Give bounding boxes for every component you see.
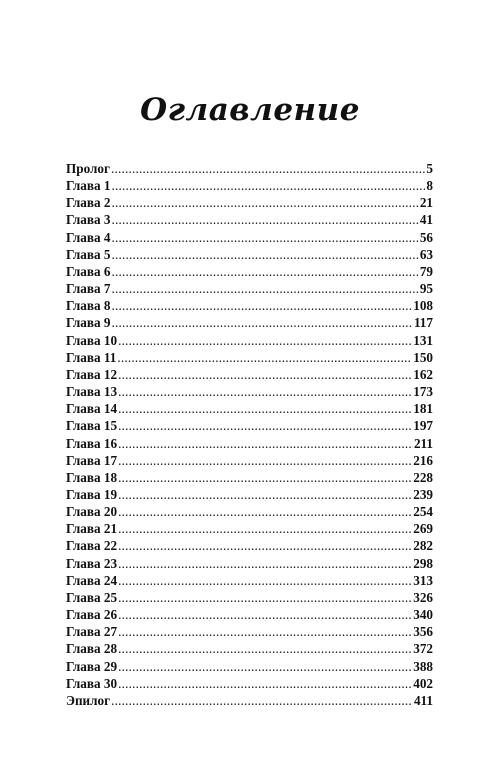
- toc-entry-page-number: 173: [413, 384, 433, 400]
- dot-leader: [112, 297, 413, 314]
- dot-leader: [118, 383, 412, 400]
- toc-entry-page-number: 21: [419, 195, 433, 211]
- toc-entry-label: Глава 18: [66, 469, 118, 485]
- dot-leader: [118, 366, 412, 383]
- dot-leader: [112, 314, 413, 331]
- dot-leader: [112, 229, 419, 246]
- toc-entry-page-number: 254: [413, 504, 433, 520]
- toc-entry-page-number: 326: [413, 589, 433, 605]
- toc-entry[interactable]: [66, 486, 433, 503]
- toc-entry-page-number: 41: [419, 212, 433, 228]
- toc-entry-label: Пролог: [66, 161, 110, 176]
- toc-entry-page-number: 282: [413, 538, 433, 554]
- dot-leader: [118, 640, 412, 657]
- toc-entry[interactable]: [66, 435, 433, 452]
- dot-leader: [112, 177, 426, 194]
- toc-entry-page-number: 56: [419, 229, 433, 245]
- dot-leader: [118, 469, 412, 486]
- toc-entry-page-number: 117: [413, 315, 433, 331]
- toc-entry[interactable]: [66, 229, 433, 246]
- toc-entry-page-number: 269: [413, 521, 433, 537]
- dot-leader: [111, 692, 413, 709]
- dot-leader: [118, 675, 412, 692]
- toc-entry-label: Глава 17: [66, 452, 118, 468]
- toc-entry-label: Глава 15: [66, 418, 118, 434]
- toc-entry[interactable]: [66, 263, 433, 280]
- toc-entry[interactable]: [66, 520, 433, 537]
- toc-entry-label: Глава 29: [66, 658, 118, 674]
- toc-entry[interactable]: [66, 623, 433, 640]
- toc-entry-page-number: 402: [413, 675, 433, 691]
- dot-leader: [118, 658, 412, 675]
- toc-entry-page-number: 5: [426, 161, 433, 176]
- toc-entry-page-number: 298: [413, 555, 433, 571]
- toc-entry-label: Глава 1: [66, 178, 111, 194]
- toc-entry-page-number: 181: [413, 401, 433, 417]
- toc-entry-label: Глава 28: [66, 641, 118, 657]
- toc-entry-page-number: 239: [413, 486, 433, 502]
- toc-entry-page-number: 8: [426, 178, 433, 194]
- toc-entry-label: Глава 24: [66, 572, 118, 588]
- toc-entry-page-number: 356: [413, 624, 433, 640]
- toc-entry[interactable]: [66, 194, 433, 211]
- toc-entry[interactable]: [66, 640, 433, 657]
- toc-entry[interactable]: [66, 417, 433, 434]
- toc-entry-label: Глава 9: [66, 315, 111, 331]
- toc-entry[interactable]: [66, 572, 433, 589]
- dot-leader: [118, 332, 412, 349]
- dot-leader: [112, 194, 419, 211]
- dot-leader: [118, 555, 412, 572]
- dot-leader: [112, 246, 419, 263]
- dot-leader: [112, 280, 419, 297]
- toc-entry[interactable]: [66, 297, 433, 314]
- dot-leader: [111, 160, 425, 177]
- toc-entry-label: Глава 19: [66, 486, 118, 502]
- toc-entry[interactable]: [66, 606, 433, 623]
- toc-entry[interactable]: [66, 383, 433, 400]
- toc-entry[interactable]: [66, 246, 433, 263]
- dot-leader: [118, 572, 412, 589]
- toc-entry-label: Глава 6: [66, 263, 111, 279]
- toc-entry-page-number: 340: [413, 607, 433, 623]
- toc-entry-page-number: 388: [413, 658, 433, 674]
- toc-entry[interactable]: [66, 675, 433, 692]
- toc-entry[interactable]: [66, 658, 433, 675]
- toc-entry[interactable]: [66, 314, 433, 331]
- page-title: Оглавление: [140, 92, 360, 128]
- toc-entry-label: Глава 8: [66, 298, 111, 314]
- toc-entry[interactable]: [66, 211, 433, 228]
- toc-entry[interactable]: [66, 400, 433, 417]
- toc-entry-label: Глава 26: [66, 607, 118, 623]
- toc-entry-label: Глава 21: [66, 521, 118, 537]
- toc-entry[interactable]: [66, 589, 433, 606]
- toc-entry-label: Глава 2: [66, 195, 111, 211]
- toc-entry-label: Эпилог: [66, 692, 111, 708]
- dot-leader: [118, 435, 413, 452]
- toc-entry-page-number: 79: [419, 263, 433, 279]
- toc-entry-label: Глава 7: [66, 281, 111, 297]
- dot-leader: [118, 623, 412, 640]
- toc-entry[interactable]: [66, 537, 433, 554]
- toc-entry[interactable]: [66, 366, 433, 383]
- toc-entry-label: Глава 23: [66, 555, 118, 571]
- toc-entry[interactable]: [66, 469, 433, 486]
- dot-leader: [112, 211, 419, 228]
- dot-leader: [118, 503, 412, 520]
- toc-entry[interactable]: [66, 160, 433, 177]
- dot-leader: [118, 520, 412, 537]
- toc-entry-page-number: 108: [413, 298, 433, 314]
- dot-leader: [117, 349, 412, 366]
- toc-entry[interactable]: [66, 692, 433, 709]
- toc-entry-page-number: 131: [413, 332, 433, 348]
- toc-entry-label: Глава 11: [66, 349, 117, 365]
- toc-entry-page-number: 313: [413, 572, 433, 588]
- toc-entry[interactable]: [66, 555, 433, 572]
- toc-entry-label: Глава 3: [66, 212, 111, 228]
- dot-leader: [118, 589, 412, 606]
- toc-entry-label: Глава 12: [66, 366, 118, 382]
- dot-leader: [118, 400, 412, 417]
- toc-entry-label: Глава 22: [66, 538, 118, 554]
- dot-leader: [118, 486, 412, 503]
- toc-entry-label: Глава 16: [66, 435, 118, 451]
- toc-entry[interactable]: [66, 349, 433, 366]
- toc-entry-page-number: 162: [413, 366, 433, 382]
- toc-entry-page-number: 372: [413, 641, 433, 657]
- toc-entry-page-number: 63: [419, 246, 433, 262]
- toc-entry-page-number: 197: [413, 418, 433, 434]
- toc-entry-page-number: 411: [413, 692, 433, 708]
- toc-entry[interactable]: [66, 177, 433, 194]
- toc-entry-label: Глава 13: [66, 384, 118, 400]
- dot-leader: [118, 606, 412, 623]
- dot-leader: [118, 452, 412, 469]
- dot-leader: [118, 417, 412, 434]
- toc-entry-label: Глава 27: [66, 624, 118, 640]
- toc-entry-page-number: 95: [419, 281, 433, 297]
- toc-entry-label: Глава 5: [66, 246, 111, 262]
- toc-entry-page-number: 211: [413, 435, 433, 451]
- toc-entry-label: Глава 25: [66, 589, 118, 605]
- toc-entry[interactable]: [66, 503, 433, 520]
- toc-entry-page-number: 150: [413, 349, 433, 365]
- dot-leader: [118, 537, 412, 554]
- toc-entry-label: Глава 4: [66, 229, 111, 245]
- dot-leader: [112, 263, 419, 280]
- toc-entry[interactable]: [66, 452, 433, 469]
- toc-entry-label: Глава 14: [66, 401, 118, 417]
- toc-entry-label: Глава 20: [66, 504, 118, 520]
- toc-entry-label: Глава 10: [66, 332, 118, 348]
- table-of-contents: [66, 160, 433, 709]
- toc-entry[interactable]: [66, 332, 433, 349]
- toc-entry-page-number: 216: [413, 452, 433, 468]
- toc-entry-label: Глава 30: [66, 675, 118, 691]
- toc-entry[interactable]: [66, 280, 433, 297]
- toc-entry-page-number: 228: [413, 469, 433, 485]
